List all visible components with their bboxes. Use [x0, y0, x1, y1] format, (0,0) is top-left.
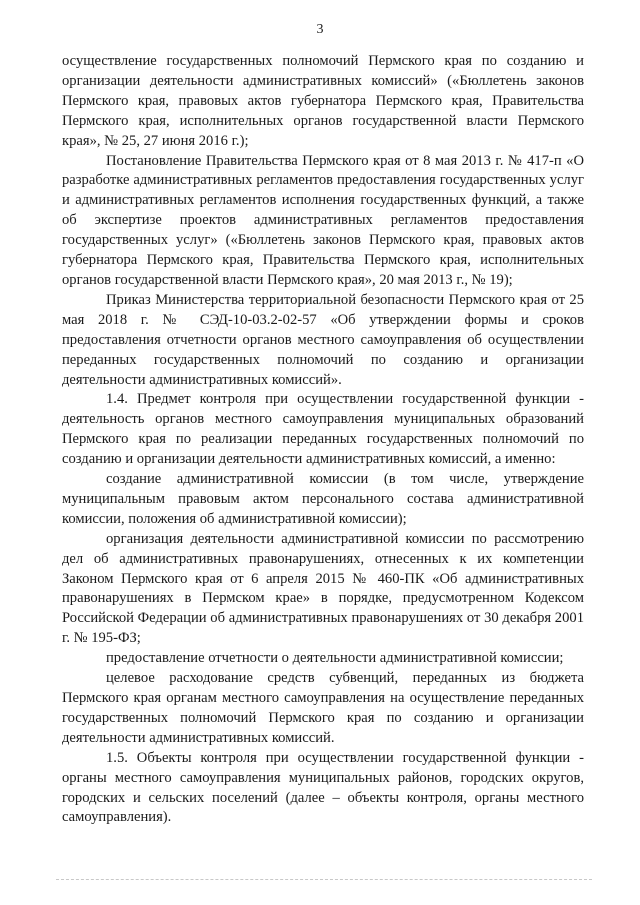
page-number: 3: [316, 22, 324, 37]
paragraph-ministry-order: Приказ Министерства территориальной безопасности Пермского края от 25 мая 2018 г. № СЭД-10-03.2-02-57 «Об утверждении формы и сроков предоставления отчетности органов местного самоуправления об осуществлении переданных государственных полномочий по созданию и организации деятельности административных комиссий».: [62, 291, 584, 388]
paragraph-control-subject: 1.4. Предмет контроля при осуществлении государственной функции - деятельность органов местного самоуправления муниципальных образований Пермского края по реализации переданных государственных полномочий по созданию и организации деятельности административных комиссий, а именно:: [62, 391, 584, 468]
paragraph-control-objects: 1.5. Объекты контроля при осуществлении государственной функции - органы местного самоуправления муниципальных районов, городских округов, городских и сельских поселений (далее – объекты контроля, органы местного самоуправления).: [62, 749, 584, 826]
list-item-commission-activity: организация деятельности административной комиссии по рассмотрению дел об административных правонарушениях, отнесенных к их компетенции Законом Пермского края от 6 апреля 2015 № 460-ПК «Об административных правонарушениях в Пермском крае» в порядке, предусмотренном Кодексом Российской Федерации об административных правонарушениях от 30 декабря 2001 г. № 195-ФЗ;: [62, 530, 584, 647]
list-item-commission-creation: создание административной комиссии (в том числе, утверждение муниципальным правовым актом персонального состава административной комиссии, положения об административной комиссии);: [62, 471, 584, 527]
list-item-subvention-spending: целевое расходование средств субвенций, переданных из бюджета Пермского края органам местного самоуправления на осуществление переданных государственных полномочий Пермского края по созданию и организации деятельности административных комиссий.: [62, 670, 584, 746]
list-item-reporting: предоставление отчетности о деятельности административной комиссии;: [106, 650, 564, 667]
document-body: [62, 52, 584, 828]
paragraph-continuation: осуществление государственных полномочий Пермского края по созданию и организации деятельности административных комиссий» («Бюллетень законов Пермского края, правовых актов губернатора Пермского края, Правительства Пермского края, исполнительных органов государственной власти Пермского края», № 25, 27 июня 2016 г.);: [62, 53, 584, 149]
paragraph-government-decree: Постановление Правительства Пермского края от 8 мая 2013 г. № 417-п «О разработке административных регламентов предоставления государственных услуг и административных регламентов исполнения государственных функций, а также об экспертизе проектов административных регламентов предоставления государственных услуг» («Бюллетень законов Пермского края, правовых актов губернатора Пермского края, Правительства Пермского края, исполнительных органов государственной власти Пермского края», 20 мая 2013 г., № 19);: [62, 152, 584, 288]
scan-edge-divider: [56, 879, 592, 880]
